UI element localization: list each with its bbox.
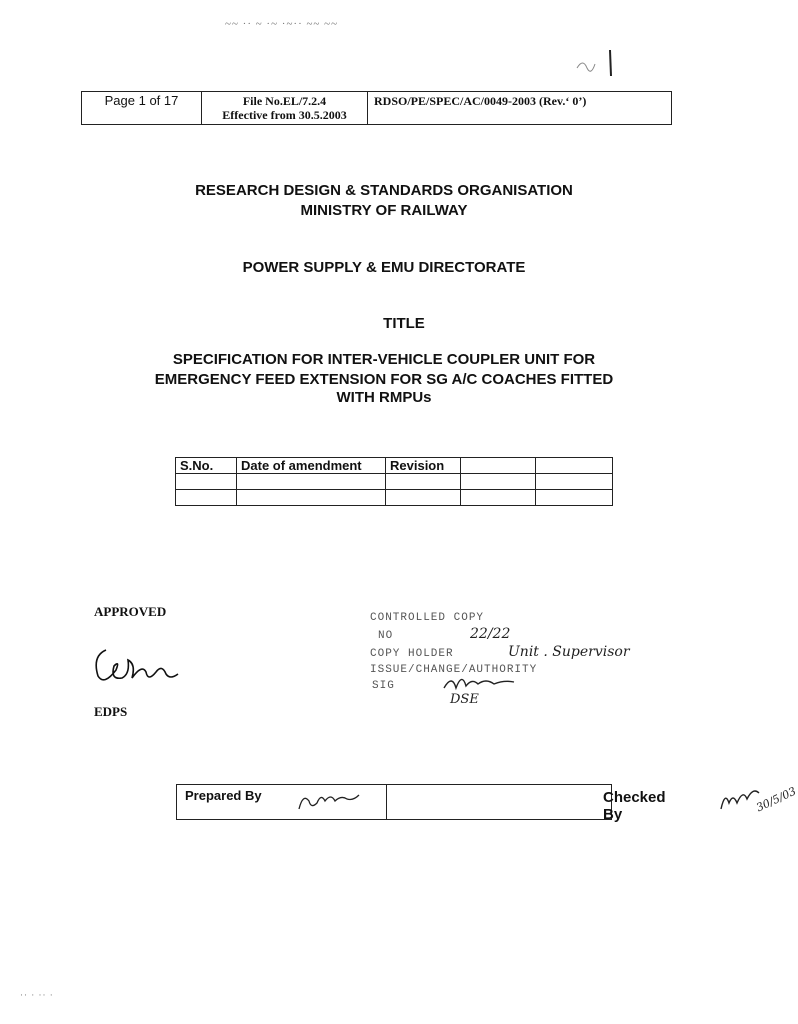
stamp-no-label: NO	[378, 630, 394, 642]
page-number: Page 1 of 17	[82, 92, 202, 124]
org-name: RESEARCH DESIGN & STANDARDS ORGANISATION	[195, 182, 573, 199]
spec-number: RDSO/PE/SPEC/AC/0049-2003 (Rev.‘ 0’)	[374, 94, 587, 108]
prepared-cell	[177, 785, 387, 819]
col-revision: Revision	[386, 458, 461, 474]
stamp-authority-label: ISSUE/CHANGE/AUTHORITY	[370, 664, 538, 676]
table-header-row	[176, 458, 613, 474]
scan-noise-bottom: ·· · ·· ·	[20, 990, 54, 1000]
signoff-box	[176, 784, 798, 823]
spec-title-line1: SPECIFICATION FOR INTER-VEHICLE COUPLER UNIT FOR	[172, 351, 596, 368]
table-row	[176, 474, 613, 490]
ministry-name: MINISTRY OF RAILWAY	[300, 202, 468, 219]
col-sno: S.No.	[176, 458, 237, 474]
stamp-holder-value: Unit . Supervisor	[508, 644, 630, 660]
col-blank-2	[536, 458, 613, 474]
stamp-holder-label: COPY HOLDER	[370, 648, 454, 660]
checked-label: Checked By	[603, 789, 666, 823]
checked-cell	[387, 784, 798, 823]
spec-title-line3: WITH RMPUs	[336, 389, 432, 406]
stamp-no-value: 22/22	[470, 626, 511, 642]
stamp-sig-label: SIG	[372, 680, 395, 692]
file-info	[202, 92, 368, 124]
prepared-label: Prepared By	[185, 788, 262, 803]
approver-signature	[88, 638, 198, 688]
effective-date: Effective from 30.5.2003	[222, 108, 347, 122]
checked-date: 30/5/03	[754, 784, 798, 815]
title-label: TITLE	[383, 315, 425, 332]
amendment-table	[175, 457, 613, 506]
document-header	[81, 91, 672, 125]
table-row	[176, 490, 613, 506]
handwritten-mark	[575, 48, 620, 78]
stamp-signature	[440, 670, 530, 694]
col-blank-1	[461, 458, 536, 474]
file-number: File No.EL/7.2.4	[242, 94, 327, 108]
col-date: Date of amendment	[237, 458, 386, 474]
spec-title-line2: EMERGENCY FEED EXTENSION FOR SG A/C COACHES FITTED	[154, 371, 614, 388]
approver-designation: EDPS	[94, 704, 128, 719]
preparer-signature	[295, 789, 365, 815]
directorate: POWER SUPPLY & EMU DIRECTORATE	[242, 259, 526, 276]
stamp-dse: DSE	[450, 692, 479, 707]
approved-label: APPROVED	[94, 604, 167, 619]
scan-noise-top: ~~ ·· ~ ·~ ·~·· ~~ ~~	[225, 18, 339, 30]
stamp-title: CONTROLLED COPY	[370, 612, 485, 624]
